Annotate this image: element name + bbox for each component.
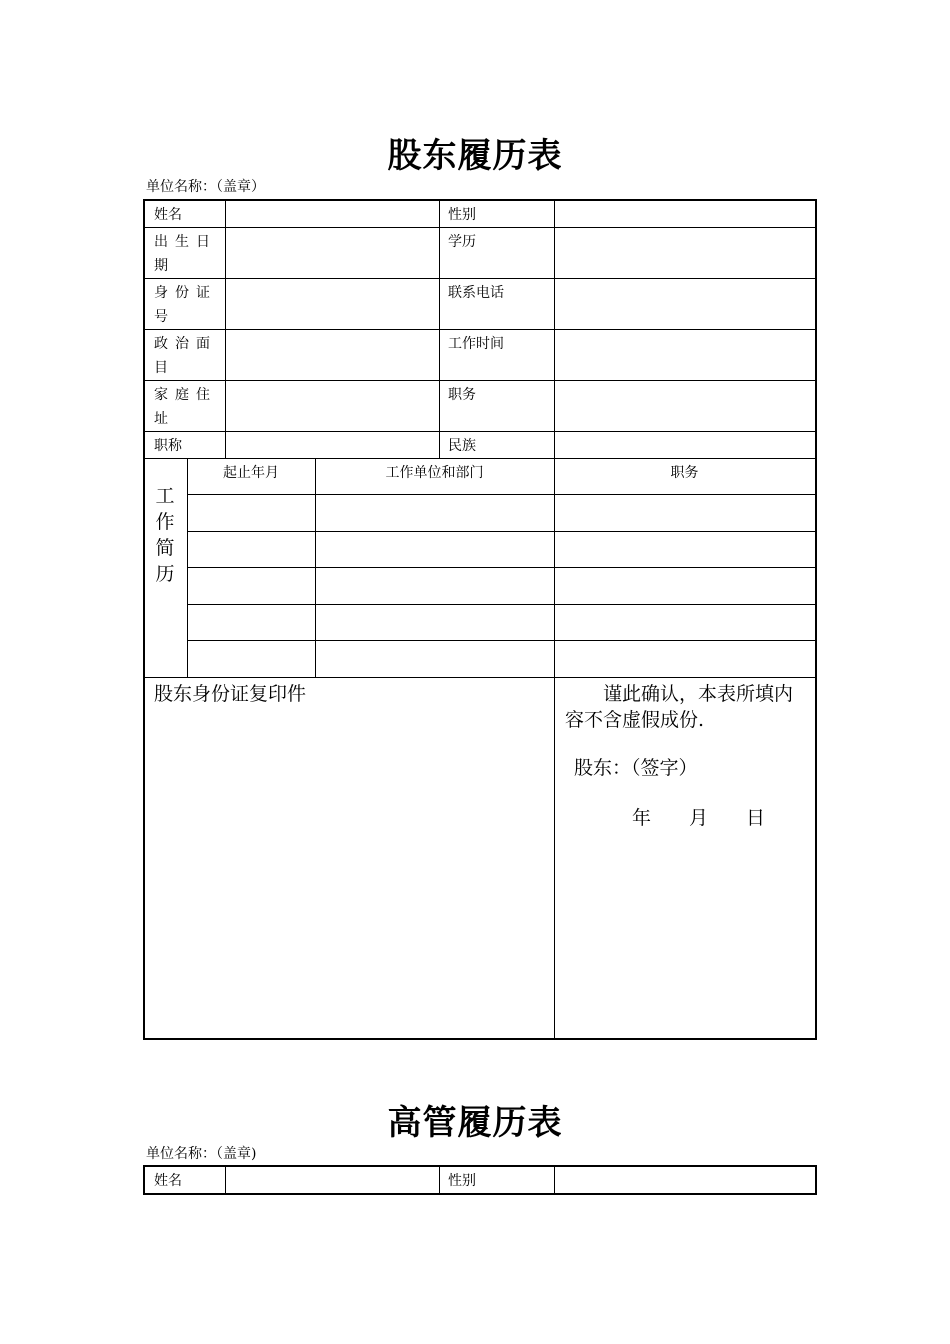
executive-unit-label: 单位名称：（盖章) bbox=[146, 1146, 257, 1162]
resume-col-employer: 工作单位和部门 bbox=[385, 465, 484, 481]
executive-title: 高管履历表 bbox=[387, 1103, 563, 1143]
resume-label: 工作简历 bbox=[155, 485, 175, 585]
label-address: 家庭住址 bbox=[154, 387, 217, 427]
label-work-time: 工作时间 bbox=[448, 336, 504, 352]
label-gender: 性别 bbox=[448, 207, 476, 223]
label-title: 职称 bbox=[154, 438, 182, 454]
input-political[interactable] bbox=[225, 330, 439, 380]
exec-label-gender: 性别 bbox=[448, 1173, 476, 1189]
exec-input-name[interactable] bbox=[225, 1167, 439, 1193]
label-birth: 出生日期 bbox=[154, 234, 217, 274]
input-phone[interactable] bbox=[554, 279, 815, 329]
id-copy-label: 股东身份证复印件 bbox=[154, 683, 307, 705]
label-position: 职务 bbox=[448, 387, 476, 403]
row-divider bbox=[187, 567, 815, 568]
label-education: 学历 bbox=[448, 234, 476, 250]
resume-col-period: 起止年月 bbox=[223, 465, 279, 481]
input-position[interactable] bbox=[554, 381, 815, 431]
label-phone: 联系电话 bbox=[448, 285, 504, 301]
label-name: 姓名 bbox=[154, 207, 182, 223]
row-divider bbox=[187, 604, 815, 605]
row-divider bbox=[187, 531, 815, 532]
shareholder-unit-label: 单位名称：（盖章） bbox=[146, 179, 265, 195]
executive-form bbox=[143, 1165, 817, 1195]
input-name[interactable] bbox=[225, 201, 439, 227]
input-title[interactable] bbox=[225, 432, 439, 458]
input-education[interactable] bbox=[554, 228, 815, 278]
resume-col-position: 职务 bbox=[670, 465, 699, 481]
col-divider bbox=[554, 458, 555, 1040]
input-ethnicity[interactable] bbox=[554, 432, 815, 458]
input-work-time[interactable] bbox=[554, 330, 815, 380]
exec-label-name: 姓名 bbox=[154, 1173, 182, 1189]
shareholder-form bbox=[143, 199, 817, 1040]
confirm-text: 谨此确认，本表所填内容不含虚假成份. bbox=[565, 683, 794, 731]
shareholder-title: 股东履历表 bbox=[387, 136, 563, 176]
input-address[interactable] bbox=[225, 381, 439, 431]
row-divider bbox=[145, 677, 815, 678]
input-birth[interactable] bbox=[225, 228, 439, 278]
date-label: 年 月 日 bbox=[632, 807, 766, 829]
input-gender[interactable] bbox=[554, 201, 815, 227]
label-political: 政治面目 bbox=[154, 336, 217, 376]
exec-input-gender[interactable] bbox=[554, 1167, 815, 1193]
signature-label: 股东：（签字） bbox=[574, 757, 698, 779]
input-id-number[interactable] bbox=[225, 279, 439, 329]
row-divider bbox=[187, 640, 815, 641]
row-divider bbox=[187, 494, 815, 495]
label-id-number: 身份证号 bbox=[154, 285, 217, 325]
label-ethnicity: 民族 bbox=[448, 438, 476, 454]
